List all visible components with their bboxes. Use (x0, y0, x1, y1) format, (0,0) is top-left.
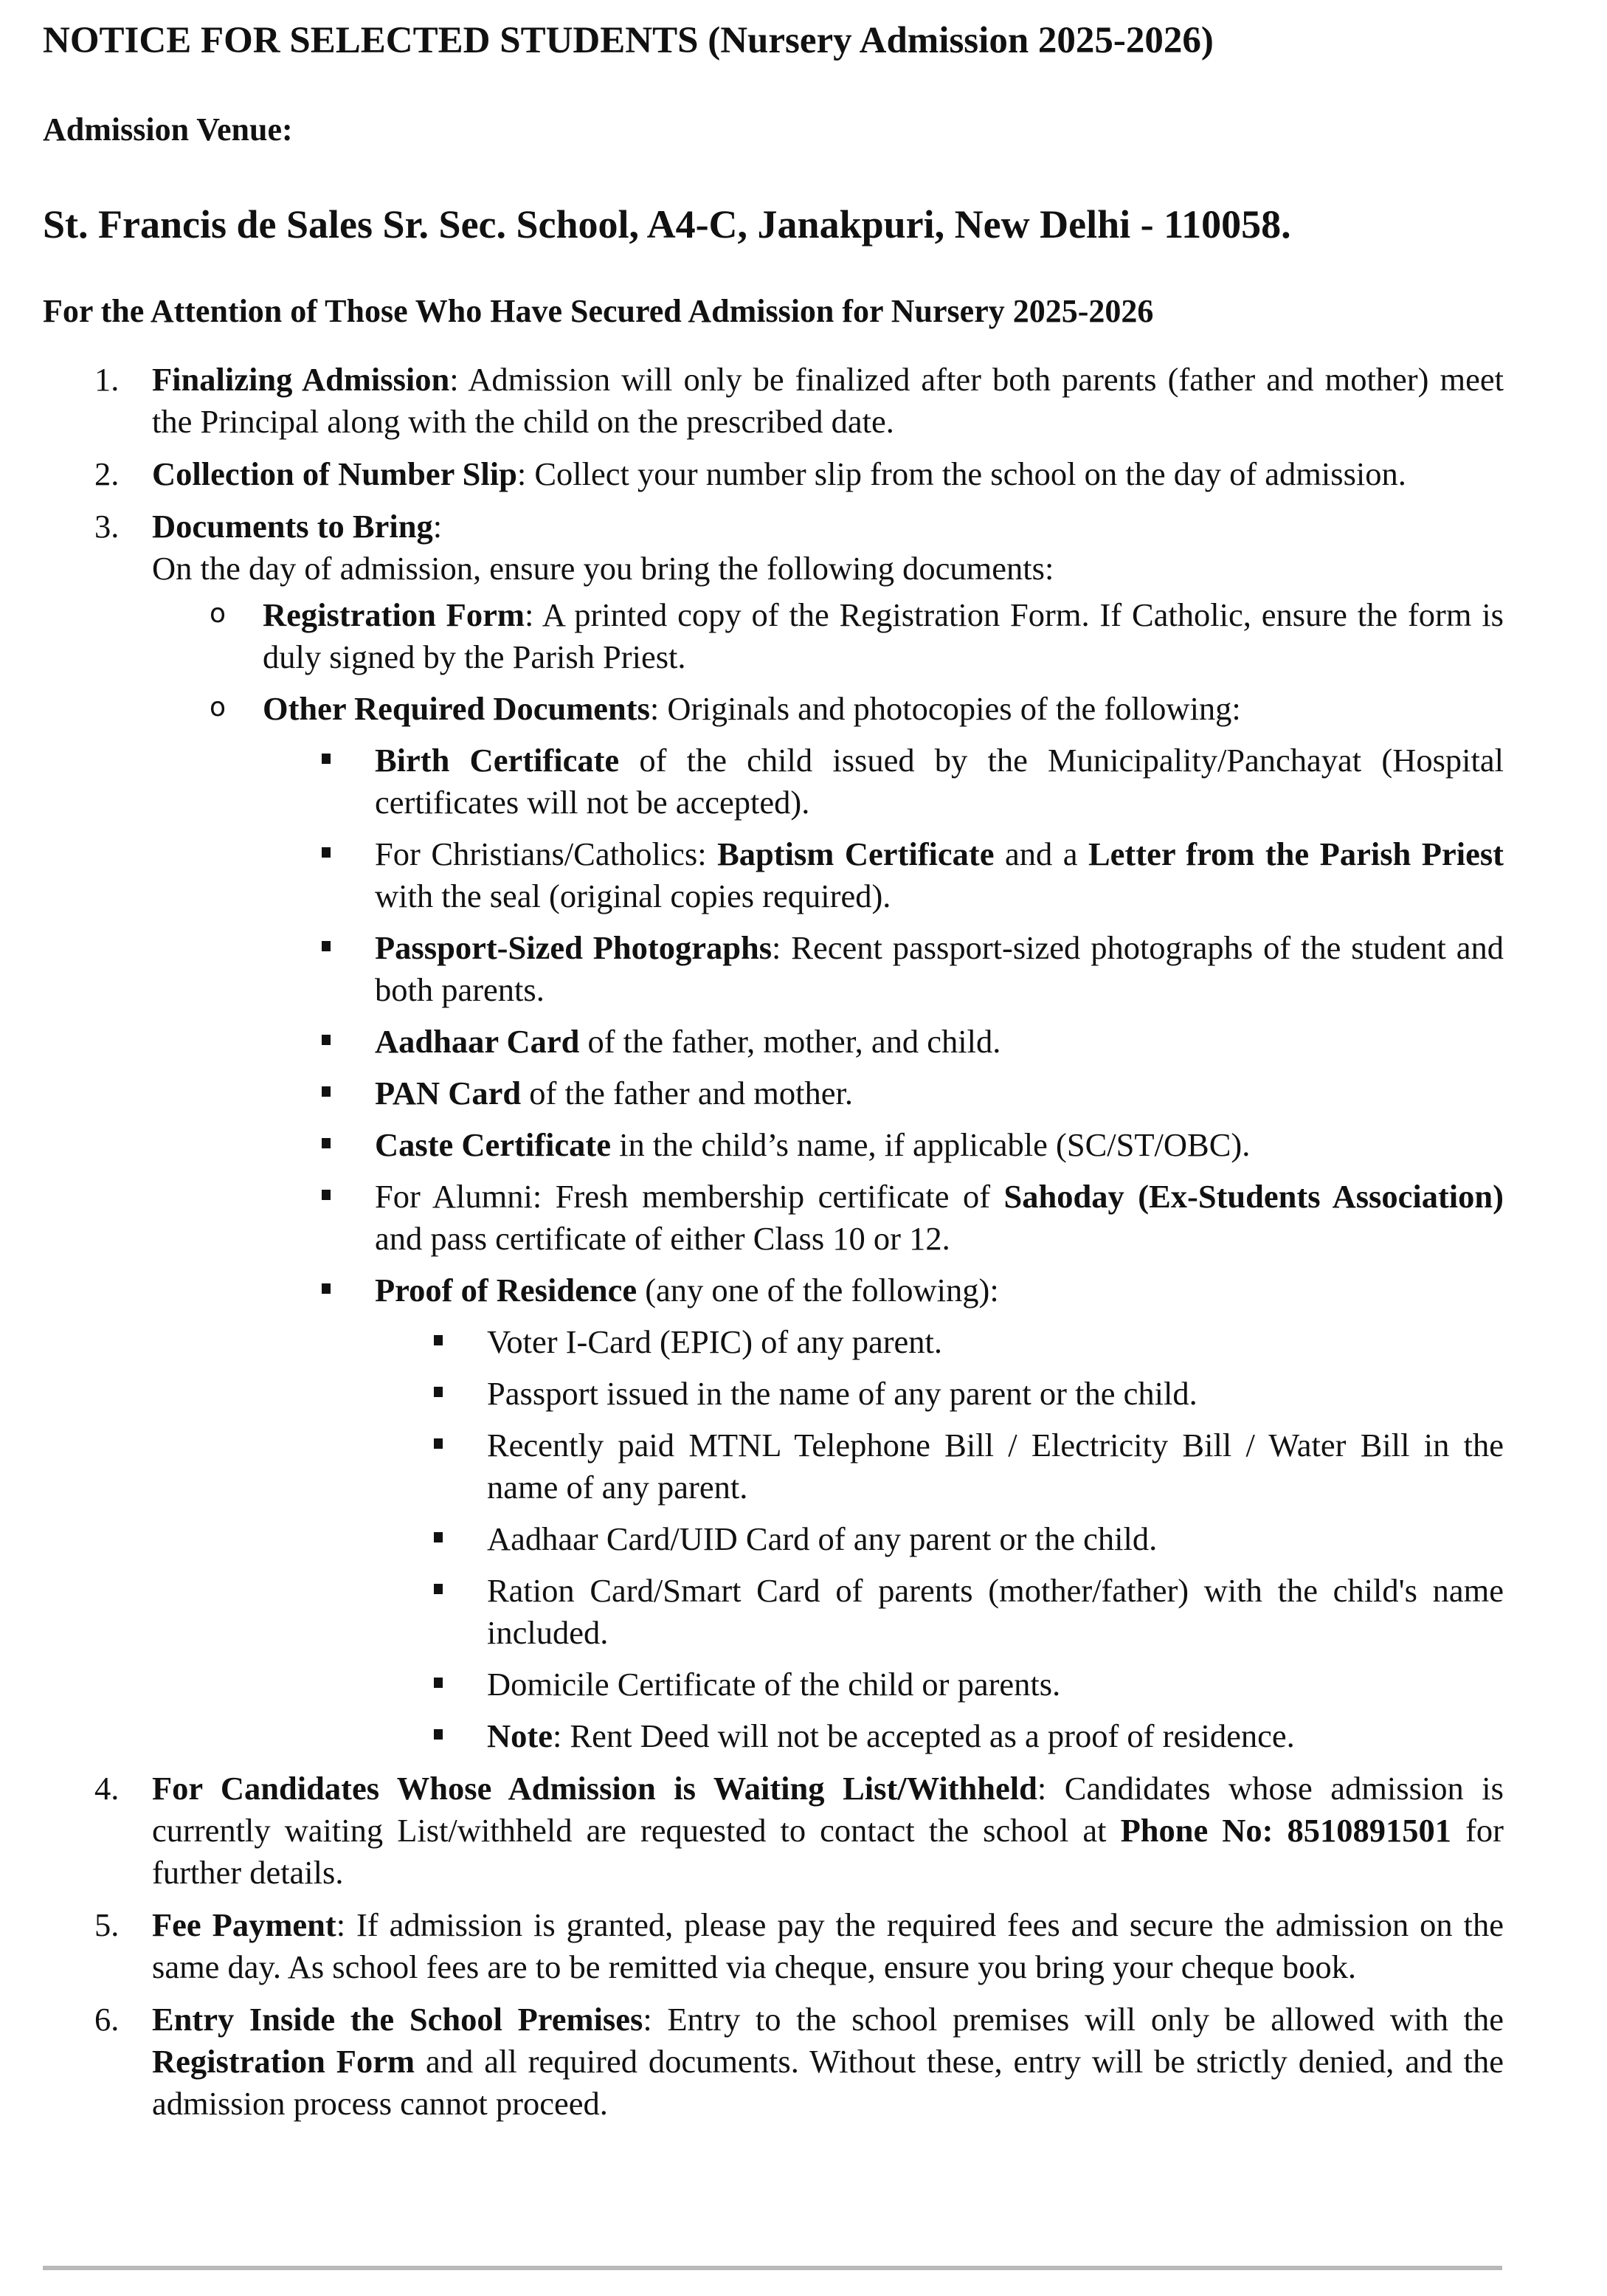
item-text: : Collect your number slip from the school on the day of admission. (516, 455, 1406, 492)
residence-option (375, 1424, 1504, 1509)
sub-list-item (152, 688, 1504, 1757)
residence-option-text: Recently paid MTNL Telephone Bill / Electricity Bill / Water Bill in the name of any parent. (487, 1427, 1504, 1506)
item-text: : If admission is granted, please pay the required fees and secure the admission on the same day. As school fees are to be remitted via cheque, ensure you bring your cheque book. (152, 1906, 1504, 1985)
item-number: 2. (94, 455, 120, 492)
document-item-alumni (263, 1176, 1504, 1260)
residence-proof-list (375, 1321, 1504, 1757)
document-item-baptism (263, 833, 1504, 917)
residence-note (375, 1715, 1504, 1757)
document-item-pan (263, 1072, 1504, 1114)
item-number: 1. (94, 361, 120, 398)
item-text: : (432, 508, 443, 545)
note-text: : Rent Deed will not be accepted as a proof of residence. (552, 1717, 1295, 1754)
square-bullet-icon (322, 1035, 331, 1045)
residence-option (375, 1664, 1504, 1706)
item-number: 6. (94, 2001, 120, 2038)
sub-item-text: : A printed copy of the Registration Form. If Catholic, ensure the form is duly signed by the Parish Priest. (263, 596, 1504, 675)
doc-text: For Alumni: Fresh membership certificate of (375, 1178, 1004, 1215)
doc-text: (any one of the following): (637, 1272, 999, 1309)
documents-intro: On the day of admission, ensure you bring the following documents: (152, 550, 1054, 587)
square-bullet-icon (322, 1283, 331, 1294)
sub-item-text: : Originals and photocopies of the following: (649, 690, 1241, 727)
doc-text: of the child issued by the Municipality/Panchayat (Hospital certificates will not be accepted). (375, 742, 1504, 821)
required-documents-list (263, 740, 1504, 1757)
doc-text: and pass certificate of either Class 10 or 12. (375, 1220, 950, 1257)
square-bullet-icon (434, 1335, 443, 1345)
doc-text: with the seal (original copies required). (375, 878, 891, 914)
bottom-divider (43, 2266, 1502, 2270)
item-heading: Documents to Bring (152, 508, 433, 545)
square-bullet-icon (434, 1584, 443, 1594)
item-text: : Entry to the school premises will only be allowed with the (643, 2001, 1504, 2038)
venue-address: St. Francis de Sales Sr. Sec. School, A4-C, Janakpuri, New Delhi - 110058. (43, 202, 1291, 247)
doc-name: Birth Certificate (375, 742, 620, 779)
phone-number: Phone No: 8510891501 (1120, 1812, 1452, 1849)
list-item (43, 1768, 1504, 1894)
item-heading: Collection of Number Slip (152, 455, 517, 492)
item-number: 3. (94, 508, 120, 545)
item-heading: Entry Inside the School Premises (152, 2001, 643, 2038)
list-item (43, 359, 1504, 443)
square-bullet-icon (434, 1678, 443, 1688)
doc-text: : Recent passport-sized photographs of the student and both parents. (375, 929, 1504, 1008)
doc-name: Caste Certificate (375, 1126, 611, 1163)
item-text: and all required documents. Without these, entry will be strictly denied, and the admission process cannot proceed. (152, 2043, 1504, 2122)
residence-option-text: Ration Card/Smart Card of parents (mother/father) with the child's name included. (487, 1572, 1504, 1651)
list-item (43, 1904, 1504, 1988)
doc-text: For Christians/Catholics: (375, 835, 718, 872)
venue-label: Admission Venue: (43, 111, 293, 148)
list-item (43, 1999, 1504, 2125)
doc-name: PAN Card (375, 1075, 522, 1111)
list-item (43, 453, 1504, 495)
item-text: for further details. (152, 1812, 1504, 1891)
document-item-birth (263, 740, 1504, 824)
square-bullet-icon (434, 1729, 443, 1740)
document-item-caste (263, 1124, 1504, 1166)
circle-bullet-icon: o (210, 599, 227, 629)
item-heading: Fee Payment (152, 1906, 336, 1943)
registration-form-emphasis: Registration Form (152, 2043, 415, 2080)
square-bullet-icon (322, 1190, 331, 1200)
documents-sublist (152, 594, 1504, 1757)
item-heading: Finalizing Admission (152, 361, 450, 398)
sub-list-item (152, 594, 1504, 678)
residence-option (375, 1570, 1504, 1654)
square-bullet-icon (322, 754, 331, 764)
square-bullet-icon (434, 1532, 443, 1542)
attention-heading: For the Attention of Those Who Have Secured Admission for Nursery 2025-2026 (43, 293, 1154, 329)
document-item-aadhaar (263, 1021, 1504, 1063)
doc-text: in the child’s name, if applicable (SC/ST/OBC). (610, 1126, 1251, 1163)
sub-item-heading: Other Required Documents (263, 690, 650, 727)
doc-name: Letter from the Parish Priest (1088, 835, 1504, 872)
item-text: : Candidates whose admission is currently waiting List/withheld are requested to contact the school at (152, 1770, 1504, 1849)
list-item (43, 506, 1504, 1757)
item-text: : Admission will only be finalized after both parents (father and mother) meet the Principal along with the child on the prescribed date. (152, 361, 1504, 440)
doc-text: of the father and mother. (521, 1075, 853, 1111)
residence-option-text: Passport issued in the name of any parent or the child. (487, 1375, 1198, 1412)
document-item-photos (263, 927, 1504, 1011)
doc-name: Passport-Sized Photographs (375, 929, 773, 966)
item-number: 5. (94, 1906, 120, 1943)
square-bullet-icon (322, 1138, 331, 1148)
square-bullet-icon (434, 1438, 443, 1449)
notice-title: NOTICE FOR SELECTED STUDENTS (Nursery Admission 2025-2026) (43, 20, 1214, 61)
residence-option (375, 1321, 1504, 1363)
doc-name: Proof of Residence (375, 1272, 637, 1309)
doc-name: Baptism Certificate (717, 835, 995, 872)
residence-option-text: Domicile Certificate of the child or parents. (487, 1666, 1061, 1703)
doc-name: Sahoday (Ex-Students Association) (1003, 1178, 1504, 1215)
square-bullet-icon (434, 1387, 443, 1397)
residence-option-text: Aadhaar Card/UID Card of any parent or the child. (487, 1520, 1158, 1557)
square-bullet-icon (322, 941, 331, 951)
doc-text: and a (994, 835, 1088, 872)
doc-name: Aadhaar Card (375, 1023, 580, 1060)
document-item-residence (263, 1269, 1504, 1757)
circle-bullet-icon: o (210, 692, 227, 723)
instructions-list (43, 359, 1504, 2125)
residence-option (375, 1518, 1504, 1560)
residence-option (375, 1373, 1504, 1415)
doc-text: of the father, mother, and child. (579, 1023, 1001, 1060)
note-label: Note (487, 1717, 553, 1754)
item-heading: For Candidates Whose Admission is Waiting List/Withheld (152, 1770, 1037, 1807)
square-bullet-icon (322, 847, 331, 858)
square-bullet-icon (322, 1086, 331, 1097)
sub-item-heading: Registration Form (263, 596, 525, 633)
residence-option-text: Voter I-Card (EPIC) of any parent. (487, 1323, 943, 1360)
item-number: 4. (94, 1770, 120, 1807)
